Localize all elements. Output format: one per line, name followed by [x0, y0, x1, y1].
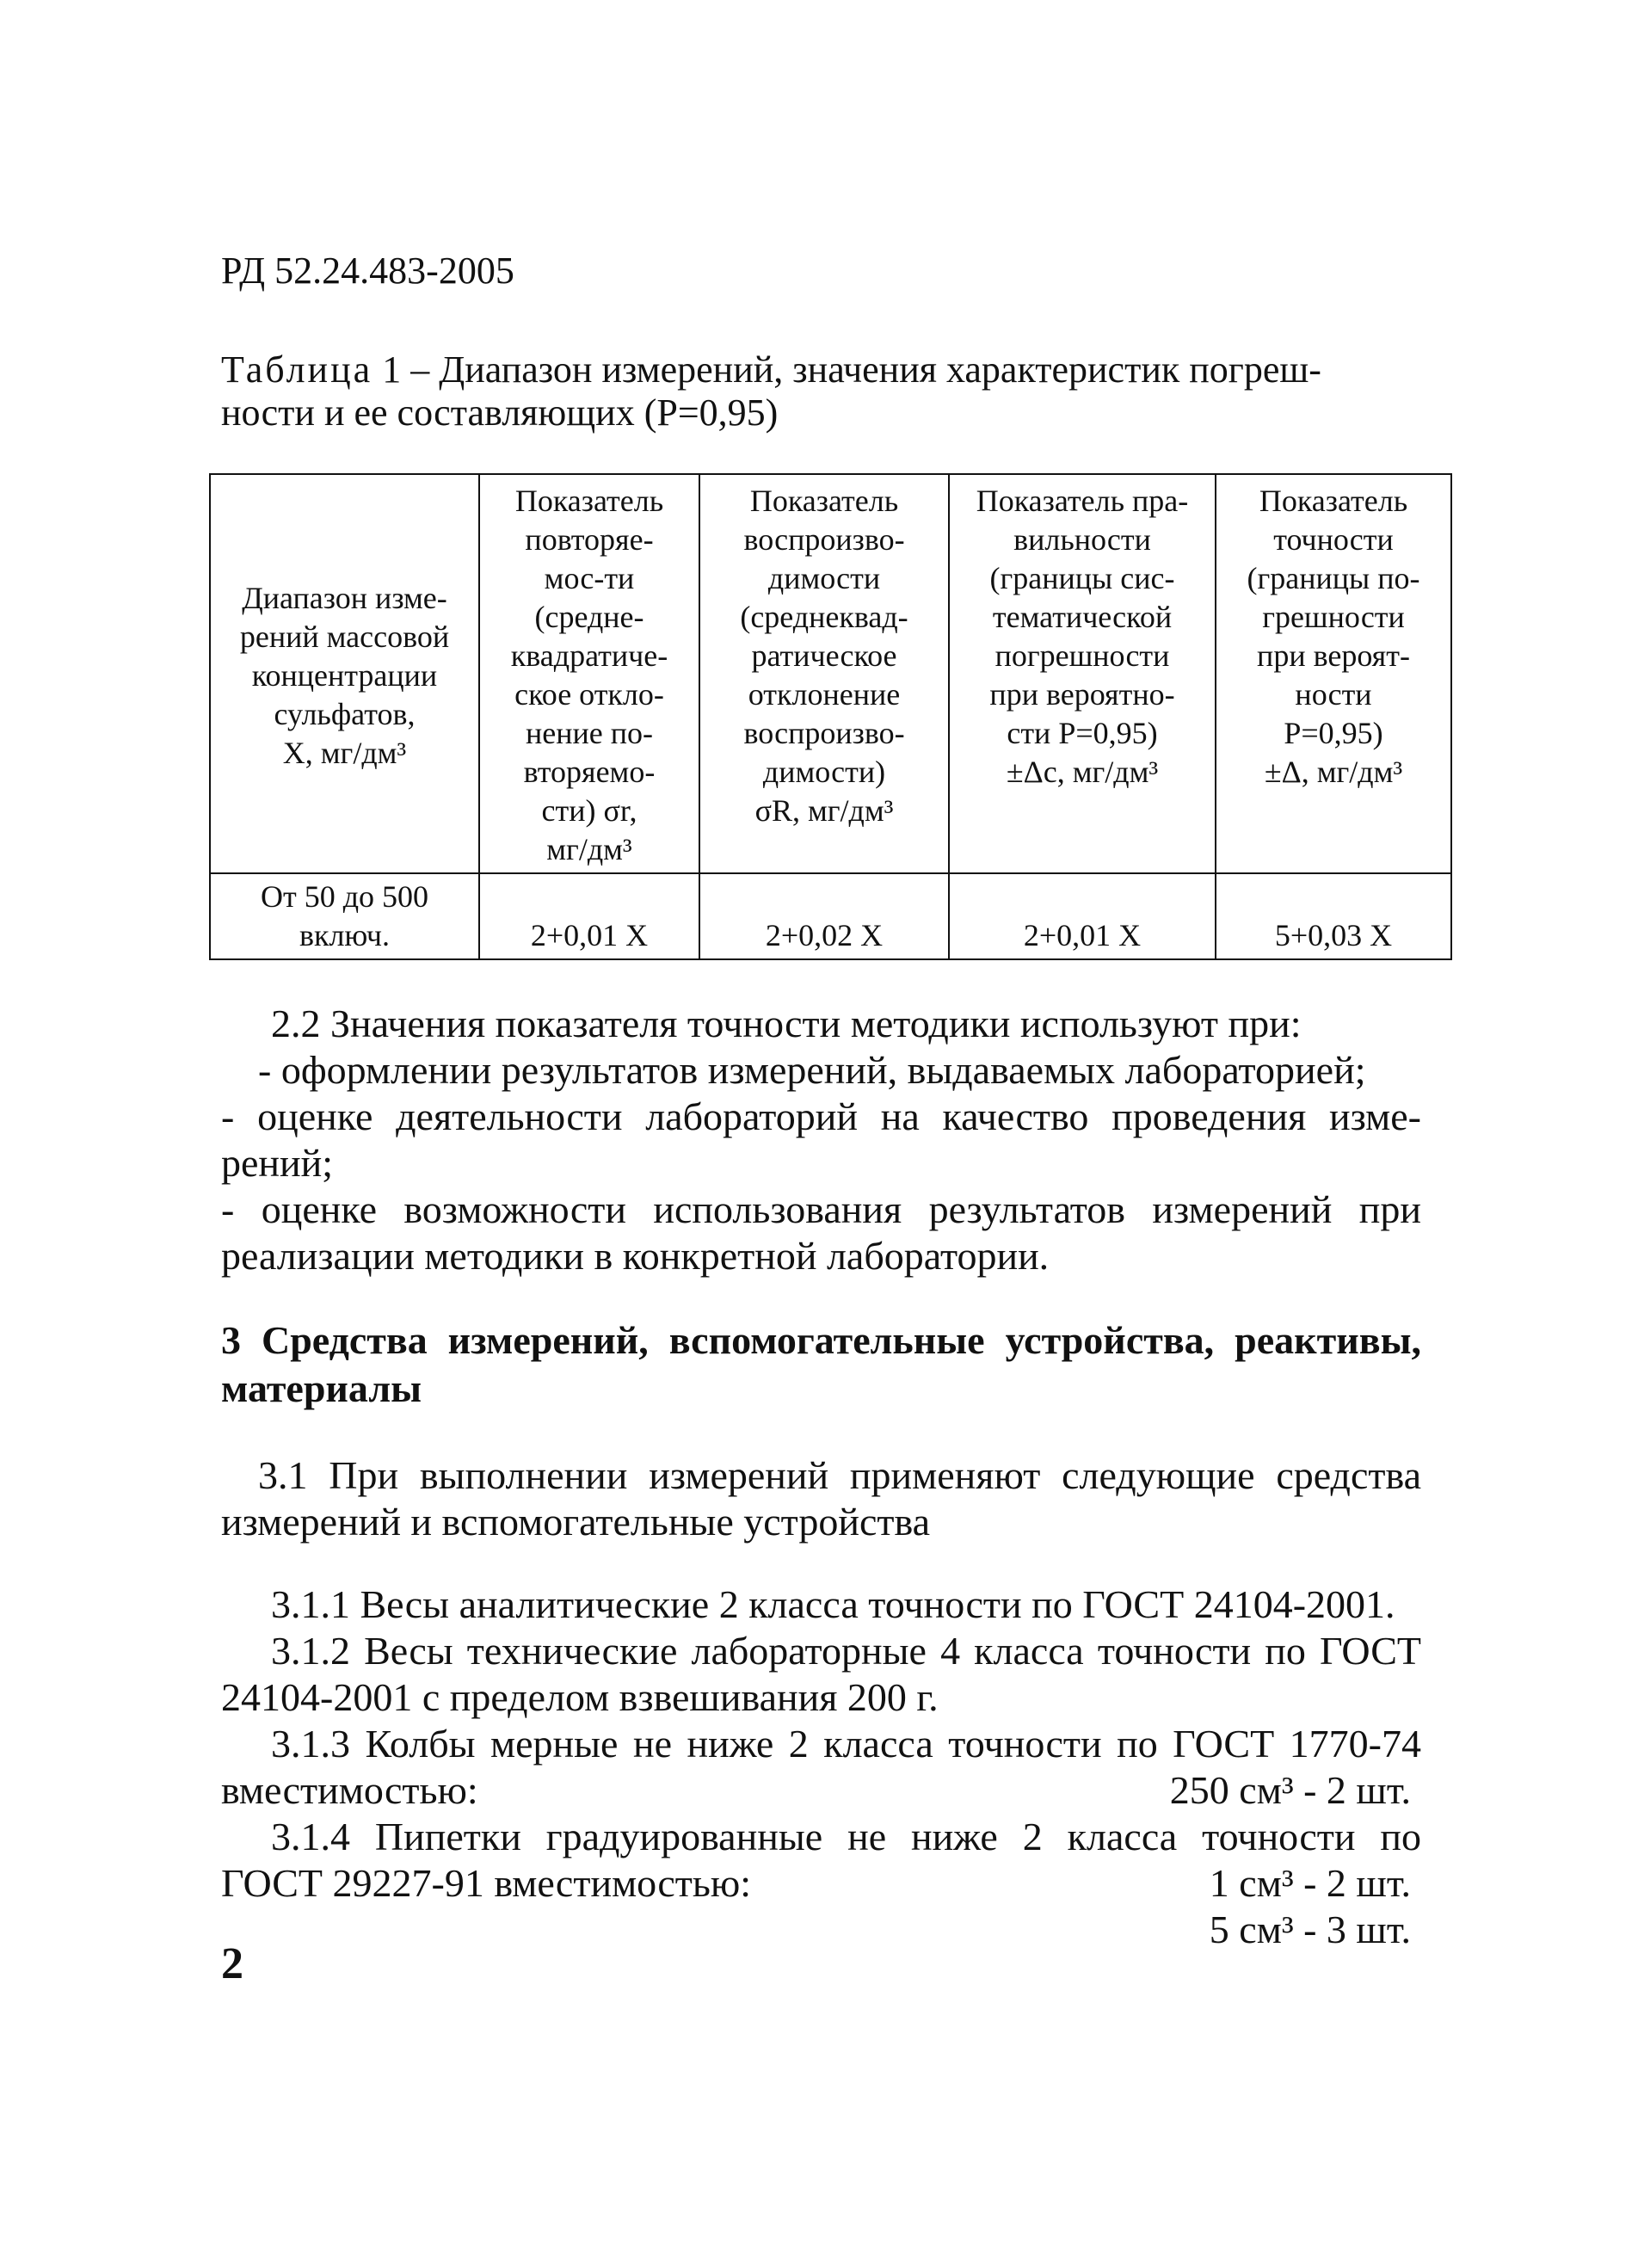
header-line: Показатель: [1259, 484, 1408, 518]
cell-repeatability: 2+0,01 Х: [479, 873, 699, 959]
header-line: воспроизво-: [743, 522, 905, 557]
cell-range-line1: От 50 до 500: [260, 879, 429, 914]
header-line: вторяемо-: [523, 755, 656, 789]
header-line: сульфатов,: [274, 696, 416, 731]
cell-range-line2: включ.: [299, 918, 391, 952]
header-line: квадратиче-: [510, 638, 668, 673]
section-3-1-3-line2-right: 250 см³ - 2 шт.: [1169, 1768, 1411, 1812]
header-line: (границы по-: [1247, 561, 1420, 595]
cell-reproducibility: 2+0,02 Х: [699, 873, 949, 959]
table-caption-line1: [221, 348, 1321, 391]
section-2-2-item1: - оформлении результатов измерений, выдаваемых лабораторией;: [258, 1048, 1366, 1092]
header-line: ское откло-: [514, 677, 664, 712]
document-header: РД 52.24.483-2005: [221, 250, 514, 292]
section-3-1-3-line2-left: вместимостью:: [221, 1768, 478, 1812]
header-line: димости: [767, 561, 881, 595]
cell-range: [210, 873, 479, 959]
header-line: Показатель: [514, 484, 664, 518]
section-3-1-line1: 3.1 При выполнении измерений применяют следующие средства: [258, 1453, 1421, 1497]
header-line: нение по-: [525, 716, 653, 750]
section-2-2-item2-line1: - оценке деятельности лабораторий на качество проведения изме-: [221, 1094, 1421, 1138]
header-line: точности: [1273, 522, 1394, 557]
section-2-2-intro: 2.2 Значения показателя точности методики используют при:: [271, 1001, 1302, 1045]
header-correctness: [949, 474, 1216, 873]
header-line: рений массовой: [239, 619, 450, 654]
section-2-2-item3-line1: - оценке возможности использования результатов измерений при: [221, 1187, 1421, 1231]
header-accuracy: [1216, 474, 1451, 873]
header-line: Показатель: [749, 484, 899, 518]
header-line: Р=0,95): [1284, 716, 1383, 750]
header-line: (средне-: [534, 600, 644, 634]
header-line: тематической: [992, 600, 1173, 634]
section-3-1-3-line1: 3.1.3 Колбы мерные не ниже 2 класса точности по ГОСТ 1770-74: [271, 1722, 1421, 1766]
header-line: погрешности: [995, 638, 1170, 673]
header-line: ратическое: [751, 638, 897, 673]
header-line: при вероят-: [1257, 638, 1410, 673]
header-line: отклонение: [748, 677, 901, 712]
table-header-row: [210, 474, 1451, 873]
characteristics-table: [209, 473, 1452, 960]
section-3-1-4-line3-right: 5 см³ - 3 шт.: [1209, 1907, 1411, 1951]
table-caption-line2: ности и ее составляющих (Р=0,95): [221, 391, 779, 434]
table-caption-text: 1 – Диапазон измерений, значения характеристик погреш-: [382, 348, 1321, 391]
header-line: мос-ти: [544, 561, 635, 595]
section-3-1-2-line2: 24104-2001 с пределом взвешивания 200 г.: [221, 1675, 939, 1719]
section-3-title-line2: материалы: [221, 1366, 422, 1410]
section-3-1-line2: измерений и вспомогательные устройства: [221, 1500, 931, 1544]
header-line: ности: [1295, 677, 1372, 712]
header-line: ±Δ, мг/дм³: [1264, 755, 1403, 789]
header-range: [210, 474, 479, 873]
header-line: (среднеквад-: [740, 600, 908, 634]
header-line: сти Р=0,95): [1007, 716, 1158, 750]
header-line: мг/дм³: [546, 832, 632, 866]
header-line: Диапазон изме-: [242, 580, 447, 615]
section-2-2-item2-line2: рений;: [221, 1141, 334, 1185]
header-line: грешности: [1262, 600, 1405, 634]
header-line: Показатель пра-: [976, 484, 1189, 518]
table-caption-label: Таблица: [221, 348, 373, 391]
header-line: при вероятно-: [989, 677, 1175, 712]
header-repeatability: [479, 474, 699, 873]
section-3-title-line1: 3 Средства измерений, вспомогательные устройства, реактивы,: [221, 1318, 1421, 1362]
header-line: ±Δc, мг/дм³: [1006, 755, 1159, 789]
section-3-1-4-line2-right: 1 см³ - 2 шт.: [1209, 1861, 1411, 1905]
header-line: сти) σr,: [541, 793, 637, 828]
section-3-1-4-line1: 3.1.4 Пипетки градуированные не ниже 2 класса точности по: [271, 1815, 1421, 1858]
header-line: σR, мг/дм³: [754, 793, 894, 828]
section-3-1-4-line2-left: ГОСТ 29227-91 вместимостью:: [221, 1861, 751, 1905]
header-line: повторяе-: [525, 522, 654, 557]
page-number: 2: [221, 1939, 243, 1988]
section-2-2-item3-line2: реализации методики в конкретной лаборатории.: [221, 1234, 1050, 1278]
header-line: вильности: [1013, 522, 1151, 557]
section-3-1-1: 3.1.1 Весы аналитические 2 класса точности по ГОСТ 24104-2001.: [271, 1582, 1395, 1626]
header-line: воспроизво-: [743, 716, 905, 750]
header-reproducibility: [699, 474, 949, 873]
table-row: [210, 873, 1451, 959]
cell-correctness: 2+0,01 Х: [949, 873, 1216, 959]
header-line: димости): [762, 755, 886, 789]
cell-accuracy: 5+0,03 Х: [1216, 873, 1451, 959]
header-line: Х, мг/дм³: [282, 735, 407, 770]
section-3-1-2-line1: 3.1.2 Весы технические лабораторные 4 класса точности по ГОСТ: [271, 1629, 1421, 1673]
header-line: (границы сис-: [989, 561, 1175, 595]
header-line: концентрации: [251, 657, 438, 693]
